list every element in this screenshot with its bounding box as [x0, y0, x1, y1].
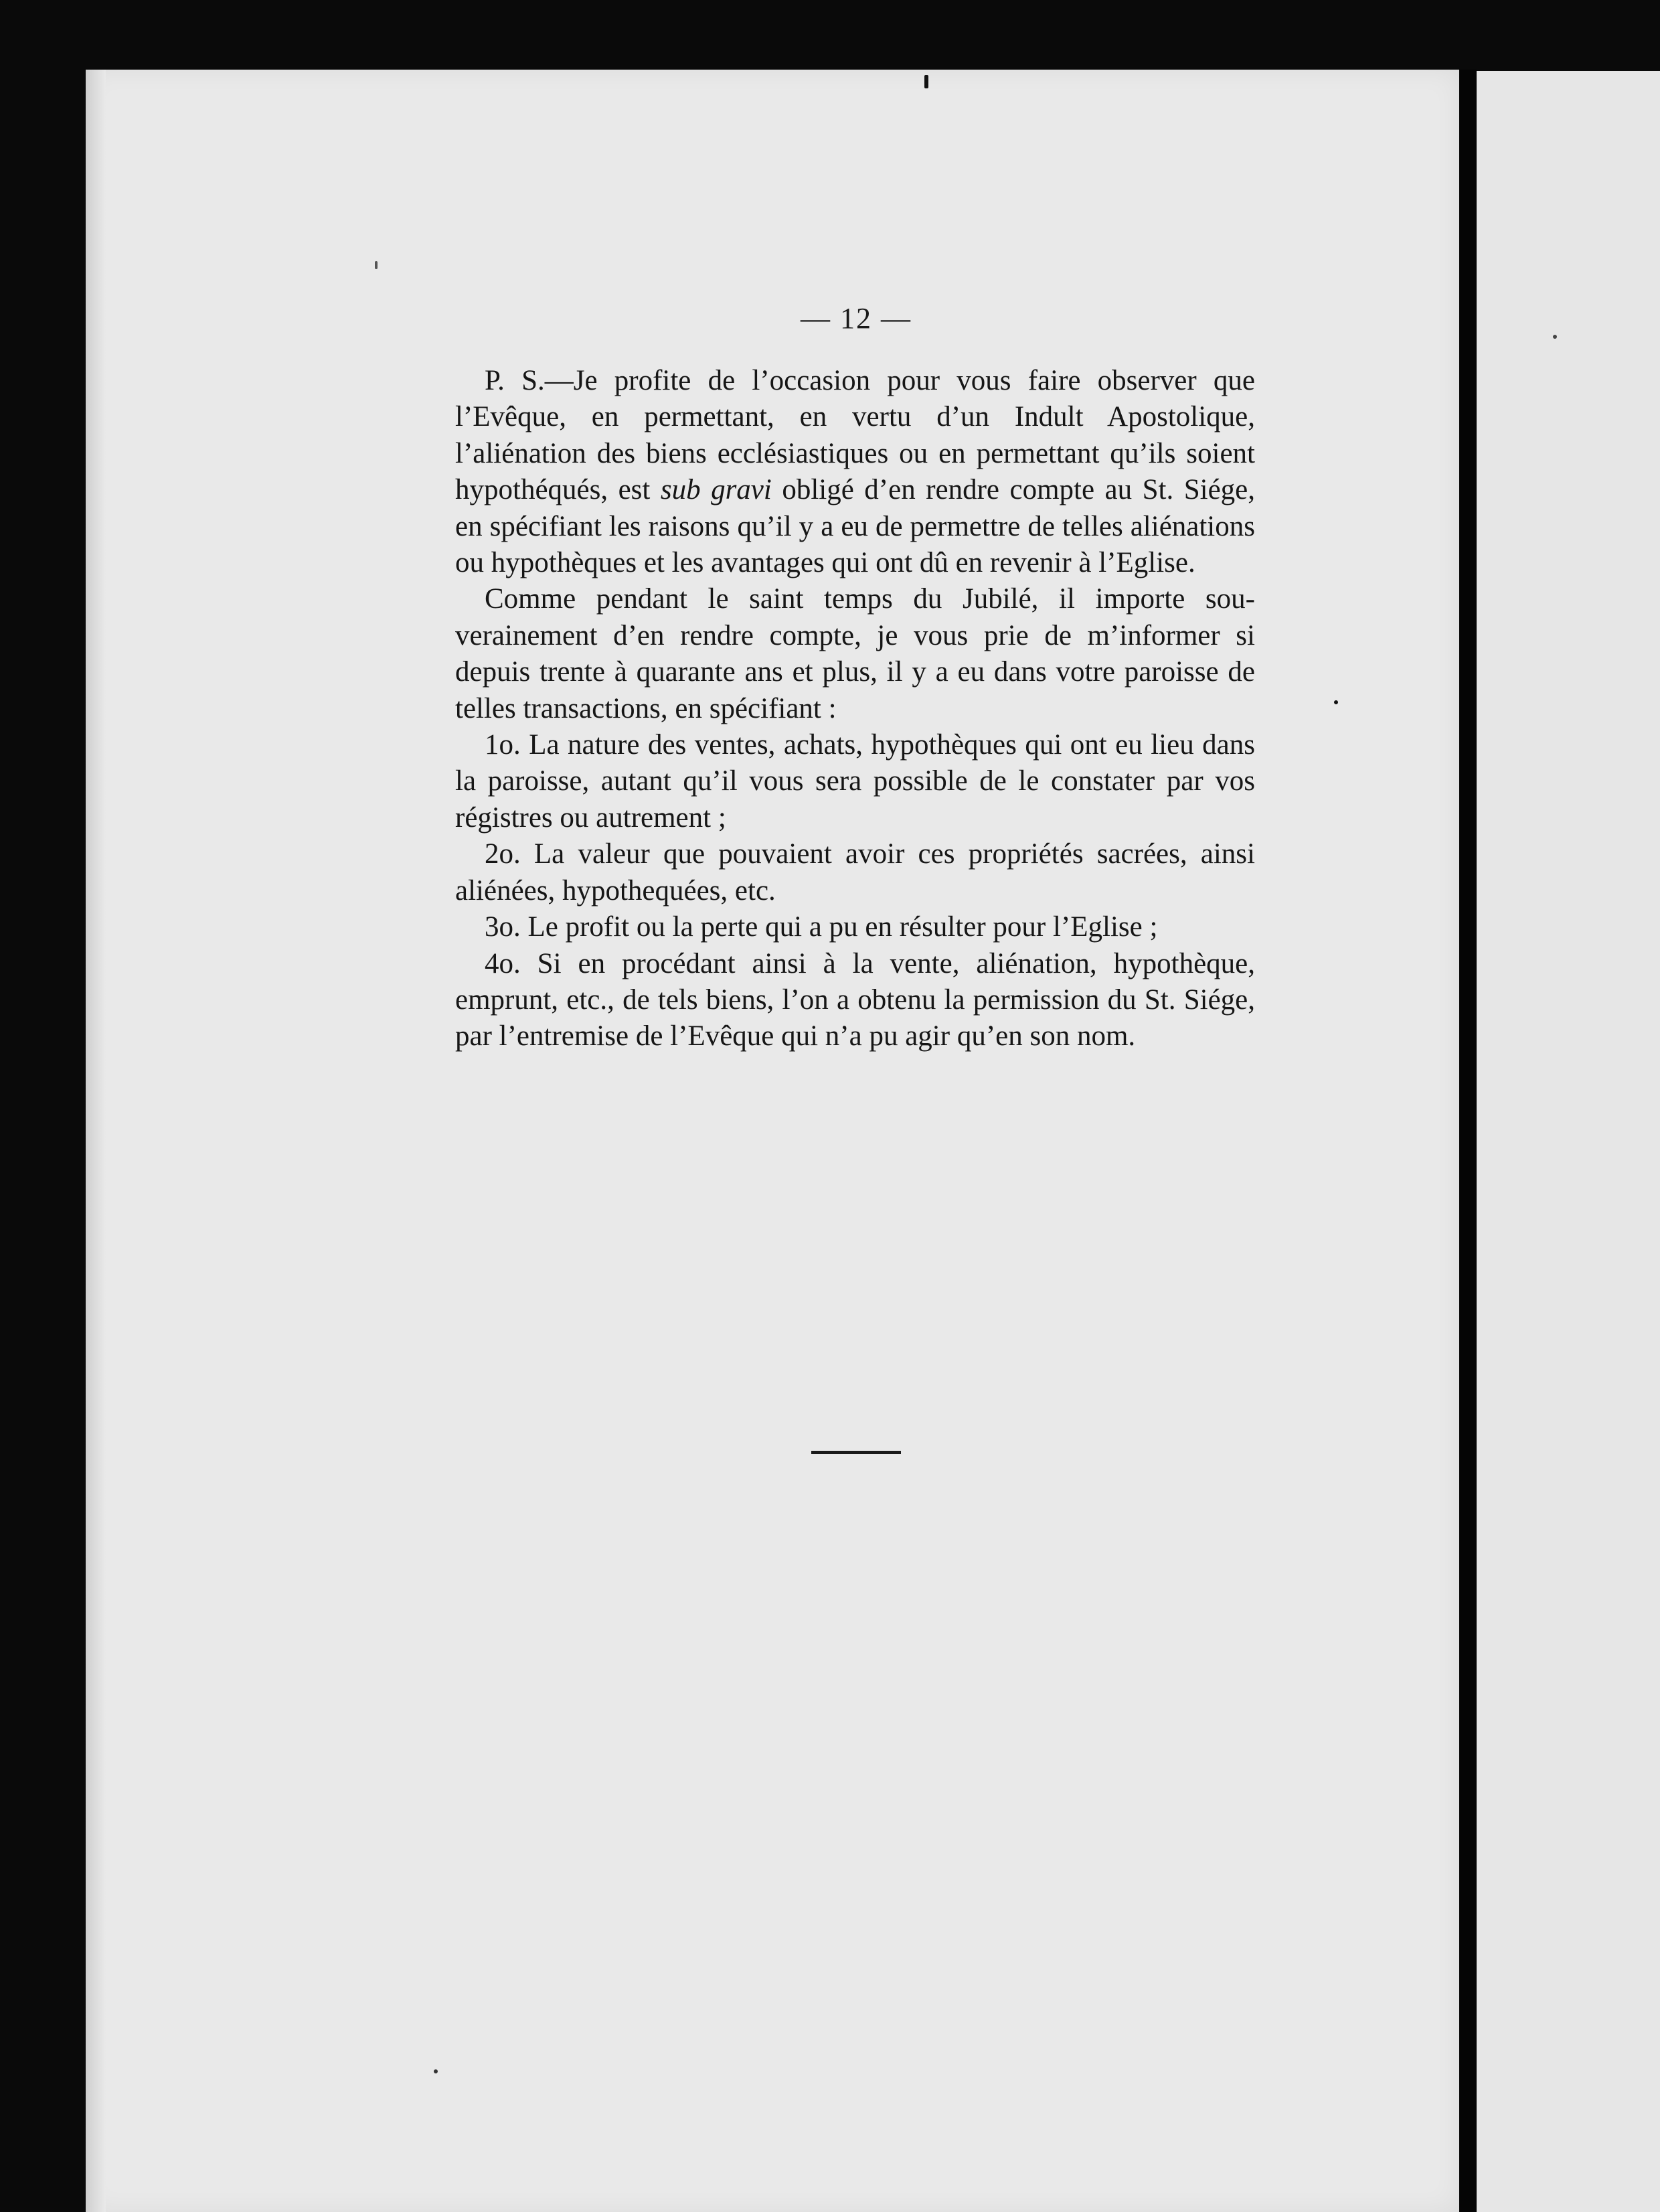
page-gutter	[1459, 70, 1477, 2212]
scan-speck	[434, 2069, 438, 2073]
adjacent-page	[1477, 71, 1660, 2212]
paragraph-jubilee: Comme pendant le saint temps du Jubilé, il importe souverainement d’en rendre compte, je vous prie de m’informer si depuis trente à quarante ans et plus, il y a eu dans votre paroisse de telles transactions, en spécifiant :	[455, 583, 1255, 724]
postscript-text-start: P. S.—Je profite de l’occasion pour vous faire observer que l’Evêque, en permettant, en vertu d’un Indult Apostolique, l’aliénation des biens ecclésiastiques ou en permettant qu’ils soient hypothéqués, est	[455, 365, 1255, 506]
closing-rule	[811, 1451, 901, 1454]
list-item-3: 3o. Le profit ou la perte qui a pu en résulter pour l’Eglise ;	[485, 911, 1158, 943]
list-item-2: 2o. La valeur que pouvaient avoir ces propriétés sacrées, ainsi aliénées, hypothequées, etc.	[455, 838, 1255, 906]
list-item-1: 1o. La nature des ventes, achats, hypothèques qui ont eu lieu dans la paroisse, autant qu’il vous sera possible de le constater par vos régistres ou autrement ;	[455, 729, 1255, 834]
postscript-italic-phrase: sub gravi	[660, 474, 772, 506]
scan-speck	[1553, 335, 1557, 339]
scan-speck	[1334, 700, 1338, 704]
body-text	[455, 363, 1255, 1055]
page-edge-shadow	[86, 70, 106, 2212]
paragraph-postscript	[455, 363, 1255, 581]
postscript-text-end: obligé d’en rendre compte au St. Siége, en spécifiant les raisons qu’il y a eu de permettre de telles aliénations ou hypothèques et les avantages qui ont dû en revenir à l’Eglise.	[455, 474, 1255, 579]
list-item-4: 4o. Si en procédant ainsi à la vente, aliénation, hypothèque, emprunt, etc., de tels biens, l’on a obtenu la permission du St. Siége, par l’entremise de l’Evêque qui n’a pu agir qu’en son nom.	[455, 947, 1255, 1052]
page-number: — 12 —	[801, 302, 912, 335]
scan-speck	[924, 75, 928, 88]
scan-speck	[375, 261, 378, 269]
